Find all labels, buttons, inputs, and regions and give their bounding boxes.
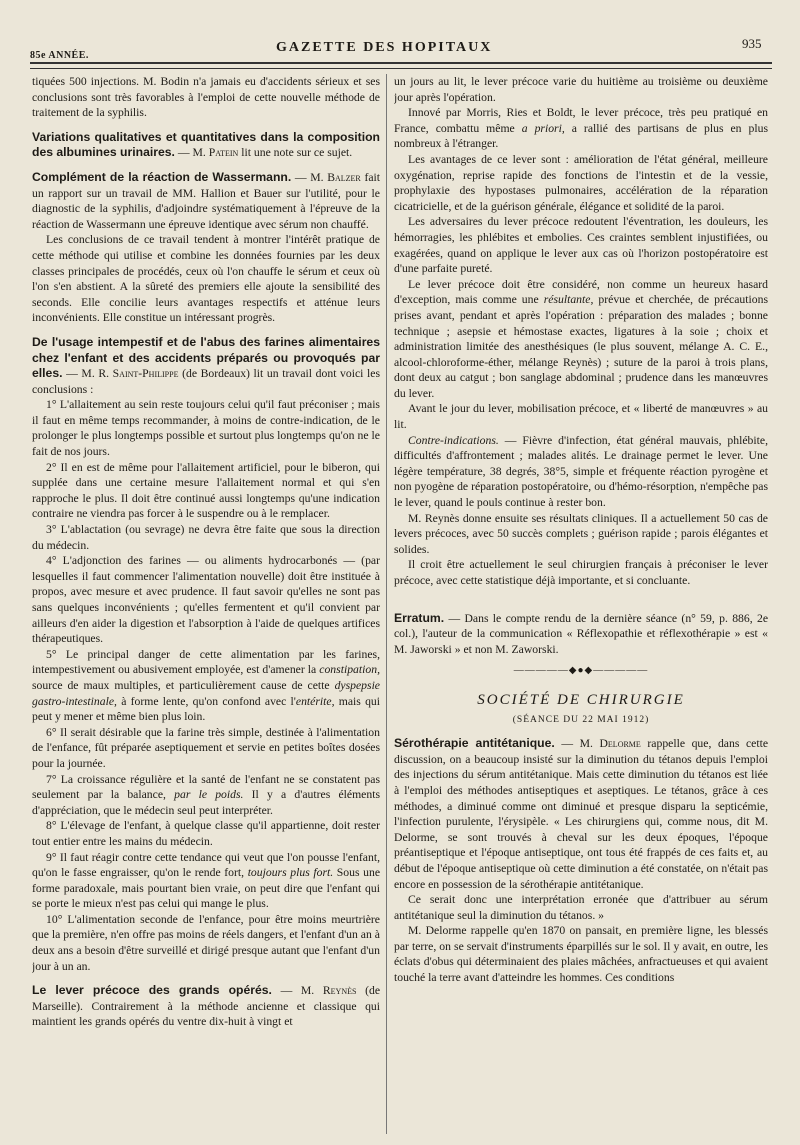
erratum-heading: Erratum. <box>394 610 445 625</box>
section-heading: Sérothérapie antitétanique. <box>394 736 555 751</box>
section-serotherapie: Sérothérapie antitétanique. — M. Delorme rappelle que, dans cette discussion, on a beaucoup insisté sur la diminution du tétanos depuis l'emploi des injections du sérum antitétanique. Mais cette diminution du tétanos est liée à l'emploi des méthodes antiseptiques et aseptiques. Le tétanos, grâce à ces méthodes, a diminué comme ont diminué et presque disparu la septicémie, l'infection purulente, l'érysipèle. « Les chirurgiens qui, comme nous, dit M. Delorme, se sont trouvés à cheval sur les deux époques, l'époque préantiseptique et l'époque antiseptique, ont tous été frappés de ces faits et, au début de l'époque antiseptique où cette diminution a été constatée, on n'était pas encore en possession de la sérothérapie antitétanique. <box>394 736 768 891</box>
italic-run: toujours plus fort. <box>247 866 334 880</box>
section-lever-precoce: Le lever précoce des grands opérés. — M. Reynès (de Marseille). Contrairement à la méthode ancienne et classique qui maintient les grands opérés du ventre dix-huit à vingt et <box>32 983 380 1029</box>
section-wassermann: Complément de la réaction de Wassermann. — M. Balzer fait un rapport sur un travail de MM. Hallion et Bauer sur l'utilité, pour le diagnostic de la syphilis, d'adjoindre systématiquement à l'épreuve de la réaction de Wassermann une épreuve identique avec sérum non chauffé. <box>32 169 380 231</box>
paragraph <box>394 105 768 152</box>
paragraph: Les avantages de ce lever sont : amélioration de l'état général, meilleure oxygénation, reprise rapide des fonctions de l'intestin et de la vessie, prophylaxie des hypostases pulmonaires, accélération de la réparation cicatricielle, et de la guérison générale, élégance et solidité de la paroi. <box>394 152 768 213</box>
section-text: (de Bordeaux) lit un travail dont voici les conclusions : <box>32 367 380 396</box>
header-rule-thick <box>30 62 772 64</box>
section-heading: De l'usage intempestif et de l'abus des farines alimentaires chez l'enfant et des accidents préparés ou provoqués par elles. <box>32 334 380 381</box>
intro-paragraph: tiquées 500 injections. M. Bodin n'a jamais eu d'accidents sérieux et ses conclusions sont très favorables à l'emploi de cette nouvelle méthode de traitement de la syphilis. <box>32 75 380 120</box>
author-name: M. Patein <box>192 146 239 160</box>
section-farines: De l'usage intempestif et de l'abus des farines alimentaires chez l'enfant et des accidents préparés ou provoqués par elles. — M. R. Saint-Philippe (de Bordeaux) lit un travail dont voici les conclusions : <box>32 334 380 396</box>
italic-run: a priori, <box>521 121 565 135</box>
section-heading: Complément de la réaction de Wassermann. <box>32 169 292 184</box>
conclusion-3: 3° L'ablactation (ou sevrage) ne devra être faite que sous la direction du médecin. <box>32 523 380 552</box>
author-name: M. Balzer <box>310 170 361 184</box>
text-run: — Fièvre d'infection, état général mauvais, phlébite, difficultés d'affrontement ; malades alités. Le drainage permet le lever. Une légère température, 38 degrés, 38°5, simple et fréquente réaction pyrogène et non pyogène de réparation postopératoire, ou d'hémo-résorption, n'empêche pas le lever, quand le pouls continue à rester bon. <box>394 433 768 510</box>
section-heading: Le lever précoce des grands opérés. <box>32 983 272 998</box>
edition-label: 85e ANNÉE. <box>30 50 89 61</box>
conclusion-5 <box>32 647 380 725</box>
italic-run: Contre-indications. <box>408 433 499 447</box>
text-run: source de maux multiples, et particulièrement cause de cette <box>32 678 330 692</box>
paragraph: M. Delorme rappelle qu'en 1870 on pansait, en première ligne, les blessés par terre, on se servait d'instruments éparpillés sur le sol. Il y avait, en outre, les éclats d'obus qui déterminaient des plaies mâchées, anfractueuses et qui avaient touché la terre avant d'atteindre les hommes. Ces conditions <box>394 924 768 985</box>
text-run: 5° Le principal danger de cette alimentation par les farines, intempestivement ou abusivement employée, est d'amener la <box>32 647 380 677</box>
section-text: (de Marseille). Contrairement à la méthode ancienne et classique qui maintient les grands opérés du ventre dix-huit à vingt et <box>32 984 380 1029</box>
text-run: prévue et cherchée, de précautions prises avant, pendant et après l'opération : préparation des malades ; bonne technique ; asepsie et hémostase exactes, ligatures à la soie ; choix et administration limitée des anesthésiques (le plus souvent, mélange A. C. E., alcool-chloroforme-éther, mélange Reynès) ; suture de la paroi à trois plans, dont deux au catgut ; bon sanglage abdominal ; prudence dans les manœuvres du lever. <box>394 293 768 400</box>
conclusion-4: 4° L'adjonction des farines — ou aliments hydrocarbonés — (par lesquelles il faut commencer l'alimentation nouvelle) doit être instituée à propos, avec mesure et avec prudence. Il faut savoir qu'elles ne sont pas sans quelques inconvénients ; qu'elles fermentent et qu'il convient par ailleurs d'en aider la digestion et l'absorption à l'aide de quelques artifices thérapeutiques. <box>32 554 380 646</box>
text-run: mais qui peut y mener et même bien plus loin. <box>32 694 380 724</box>
text-run: à forme lente, qu'on confond avec l' <box>121 694 296 708</box>
section-heading: Variations qualitatives et quantitatives dans la composition des albumines urinaires. <box>32 129 380 160</box>
section-text: fait un rapport sur un travail de MM. Hallion et Bauer sur l'utilité, pour le diagnostic de la syphilis, d'adjoindre systématiquement à l'épreuve de la réaction de Wassermann une épreuve identique avec sérum non chauffé. <box>32 170 380 231</box>
italic-run: résultante, <box>543 293 594 307</box>
conclusion-6: 6° Il serait désirable que la farine très simple, destinée à l'alimentation de l'enfance, fût préparée aseptiquement et servie en petites boîtes dosées pour la journée. <box>32 725 380 770</box>
paragraph <box>394 277 768 402</box>
text-run: Il y a d'autres éléments d'appréciation, que le médecin seul peut interpréter. <box>32 788 380 817</box>
conclusion-10: 10° L'alimentation seconde de l'enfance, pour être moins meurtrière que la première, n'en offre pas moins de réels dangers, et l'enfant d'un an à deux ans a besoin d'être surveillé et dirigé presque autant que l'enfant d'un jour à un an. <box>32 912 380 973</box>
conclusion-9 <box>32 850 380 912</box>
text-run: 9° Il faut réagir contre cette tendance qui veut que l'on pousse l'enfant, qu'on le fasse engraisser, qu'on le rende fort, <box>32 850 380 880</box>
text-run: Le lever précoce doit être considéré, non comme un heureux hasard d'exception, mais comme une <box>394 277 768 307</box>
author-name: M. Reynès <box>300 984 357 998</box>
author-name: M. Delorme <box>579 737 641 751</box>
conclusion-1: 1° L'allaitement au sein reste toujours celui qu'il faut préconiser ; mais il faut en même temps recommander, à moins de contre-indication, de le prolonger le plus longtemps possible et surtout plus longtemps qu'on ne le fait de nos jours. <box>32 398 380 459</box>
text-run: Innové par Morris, Ries et Boldt, le lever précoce, très peu pratiqué en France, combattu même <box>394 106 768 135</box>
paragraph: Ce serait donc une interprétation erronée que d'attribuer au sérum antitétanique seul la diminution du tétanos. » <box>394 893 768 922</box>
section-albumines: Variations qualitatives et quantitatives dans la composition des albumines urinaires. — M. Patein lit une note sur ce sujet. <box>32 129 380 160</box>
section-text: lit une note sur ce sujet. <box>241 146 353 160</box>
author-name: M. R. Saint-Philippe <box>81 367 179 381</box>
italic-run: par le poids. <box>174 788 244 802</box>
page-number: 935 <box>742 36 762 51</box>
italic-run: dyspepsie gastro-intestinale, <box>32 678 380 708</box>
ornament-divider: —————◆●◆————— <box>513 665 649 677</box>
italic-run: constipation, <box>319 663 380 677</box>
conclusion-2: 2° Il en est de même pour l'allaitement artificiel, pour le biberon, qui supplée dans une certaine mesure l'allaitement normal et qui s'en rapproche le plus. Il doit être continué aussi longtemps qu'une indication contraire ne viendra pas forcer à le suspendre ou à le remplacer. <box>32 460 380 521</box>
left-column <box>32 74 380 1134</box>
erratum <box>394 611 768 658</box>
society-title: SOCIÉTÉ DE CHIRURGIE <box>477 691 685 708</box>
conclusion-7 <box>32 772 380 819</box>
text-run: a rallié des partisans de plus en plus nombreux à l'étranger. <box>394 121 768 151</box>
paragraph: Il croit être actuellement le seul chirurgien français à préconiser le lever précoce, avec cette statistique déjà importante, et si concluante. <box>394 558 768 587</box>
paragraph: Les conclusions de ce travail tendent à montrer l'intérêt pratique de cette méthode qui utilise et combine les données fournies par les deux classes principales de procédés, ceux où l'on chauffe le sérum et ceux où l'on s'en abstient. A la sûreté des premiers elle ajoute la sensibilité des seconds. Elle concilie leurs avantages respectifs et atténue leurs inconvénients. Elle constitue un intéressant progrès. <box>32 233 380 325</box>
journal-title: GAZETTE DES HOPITAUX <box>276 40 493 55</box>
text-run: 7° La croissance régulière et la santé de l'enfant ne se constatent pas seulement par la balance, <box>32 772 380 802</box>
section-text: rappelle que, dans cette discussion, on a beaucoup insisté sur la diminution du tétanos depuis l'emploi des injections du sérum antitétanique. Mais cette diminution du tétanos est liée à l'emploi des méthodes antiseptiques et aseptiques. Le tétanos, grâce à ces méthodes, a diminué comme ont diminué et presque disparu la septicémie, l'infection purulente, l'érysipèle. « Les chirurgiens qui, comme nous, dit M. Delorme, se sont trouvés à cheval sur les deux époques, l'époque préantiseptique et l'époque antiseptique, ont tous été frappés de ces faits et, au début de l'époque antiseptique où cette diminution a été constatée, on n'était pas encore en possession de la sérothérapie antitétanique. <box>394 737 768 891</box>
paragraph: Avant le jour du lever, mobilisation précoce, et « liberté de manœuvres » au lit. <box>394 402 768 432</box>
header-rule-thin <box>30 68 772 69</box>
right-column <box>394 74 768 1134</box>
paragraph <box>394 433 768 511</box>
conclusion-8: 8° L'élevage de l'enfant, à quelque classe qu'il appartienne, doit rester tout entier entre les mains du médecin. <box>32 819 380 848</box>
italic-run: entérite, <box>295 694 335 708</box>
column-divider <box>386 74 387 1134</box>
paragraph: Les adversaires du lever précoce redoutent l'éventration, les douleurs, les hémorragies, les phlébites et embolies. Ces craintes semblent injustifiées, ou exagérées, quand on applique le lever aux cas où l'horizon postopératoire est d'une parfaite pureté. <box>394 215 768 276</box>
paragraph: un jours au lit, le lever précoce varie du huitième au troisième ou deuxième jour après l'opération. <box>394 75 768 104</box>
text-run: Sous une forme paradoxale, mais pourtant bien vraie, on peut dire que l'enfant qui se porte le mieux n'est pas celui qui mange le plus. <box>32 866 380 911</box>
erratum-text: — Dans le compte rendu de la dernière séance (n° 59, p. 886, 2e col.), l'auteur de la communication « Réflexopathie et réflexothérapie » est « M. Jaworski » et non M. Zaworski. <box>394 611 768 656</box>
paragraph: M. Reynès donne ensuite ses résultats cliniques. Il a actuellement 50 cas de levers précoces, avec 50 succès complets ; guérison rapide ; parois élégantes et solides. <box>394 511 768 556</box>
seance-date: (SÉANCE DU 22 MAI 1912) <box>512 714 650 725</box>
